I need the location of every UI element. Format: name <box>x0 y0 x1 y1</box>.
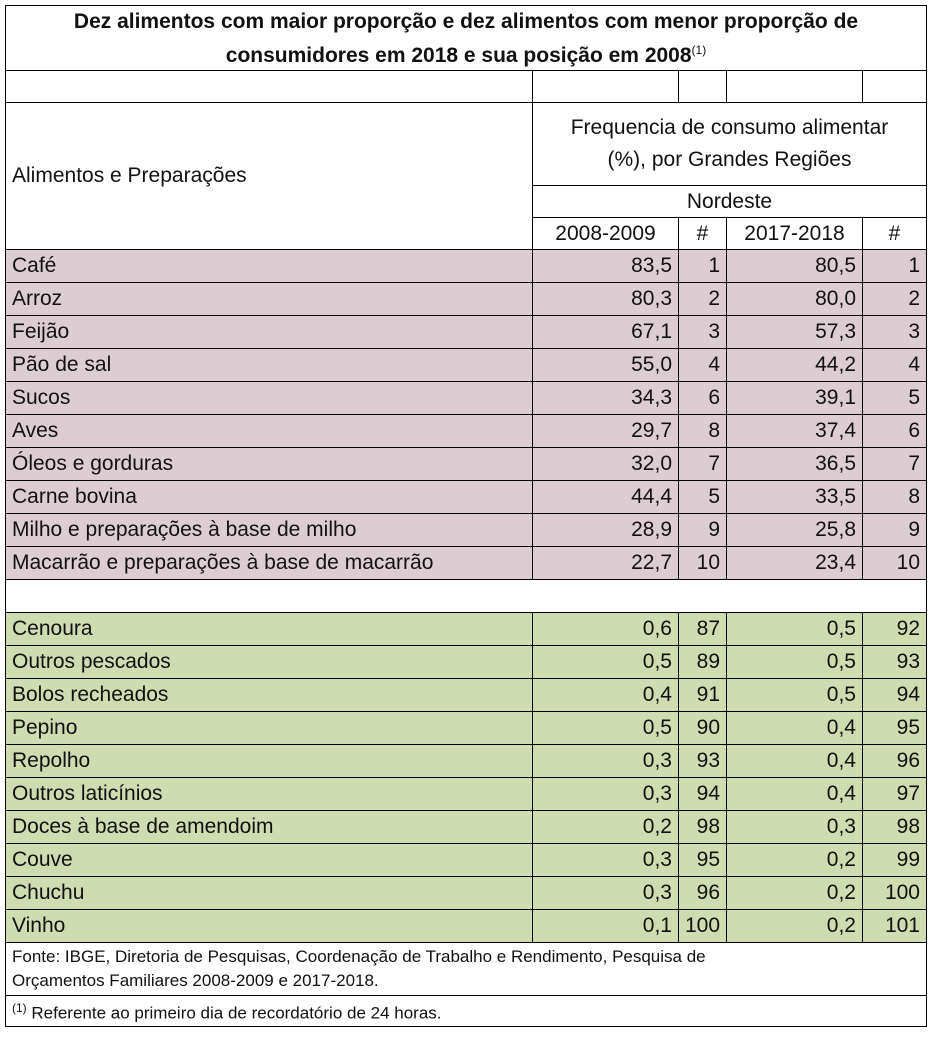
table-row <box>6 481 927 514</box>
food-name-cell: Outros laticínios <box>6 778 533 811</box>
table-row <box>6 745 927 778</box>
source-line2: Orçamentos Familiares 2008-2009 e 2017-2018. <box>12 971 379 990</box>
value-2008-cell: 0,4 <box>533 679 679 712</box>
period-header-2008: 2008-2009 <box>533 218 679 250</box>
rank-2018-cell: 92 <box>863 613 927 646</box>
rank-2008-cell: 7 <box>679 448 727 481</box>
source-line1: Fonte: IBGE, Diretoria de Pesquisas, Coordenação de Trabalho e Rendimento, Pesquisa de <box>12 947 706 966</box>
rank-2008-cell: 89 <box>679 646 727 679</box>
rank-2018-cell: 1 <box>863 250 927 283</box>
food-name-cell: Café <box>6 250 533 283</box>
food-name-cell: Arroz <box>6 283 533 316</box>
table-row <box>6 811 927 844</box>
value-2018-cell: 33,5 <box>727 481 863 514</box>
value-2008-cell: 32,0 <box>533 448 679 481</box>
food-name-cell: Chuchu <box>6 877 533 910</box>
rank-2008-cell: 87 <box>679 613 727 646</box>
food-name-cell: Carne bovina <box>6 481 533 514</box>
value-2018-cell: 0,4 <box>727 712 863 745</box>
footnote-text: Referente ao primeiro dia de recordatório de 24 horas. <box>26 1003 442 1023</box>
empty-cell <box>6 71 533 103</box>
footnote-mark: (1) <box>12 1001 27 1015</box>
table-row <box>6 712 927 745</box>
value-2008-cell: 0,6 <box>533 613 679 646</box>
empty-cell <box>727 71 863 103</box>
rank-2018-cell: 95 <box>863 712 927 745</box>
food-name-cell: Milho e preparações à base de milho <box>6 514 533 547</box>
rank-2018-cell: 93 <box>863 646 927 679</box>
rank-2008-cell: 94 <box>679 778 727 811</box>
table-row <box>6 778 927 811</box>
value-2008-cell: 29,7 <box>533 415 679 448</box>
rank-2018-cell: 96 <box>863 745 927 778</box>
table-row <box>6 250 927 283</box>
table-row <box>6 283 927 316</box>
table-row <box>6 382 927 415</box>
value-2018-cell: 39,1 <box>727 382 863 415</box>
value-2008-cell: 0,3 <box>533 745 679 778</box>
rank-2018-cell: 6 <box>863 415 927 448</box>
value-2018-cell: 44,2 <box>727 349 863 382</box>
rank-2008-cell: 93 <box>679 745 727 778</box>
table-row <box>6 613 927 646</box>
rank-2018-cell: 3 <box>863 316 927 349</box>
value-2018-cell: 37,4 <box>727 415 863 448</box>
table-title <box>6 6 927 71</box>
rank-2018-cell: 101 <box>863 910 927 943</box>
rank-2008-cell: 96 <box>679 877 727 910</box>
rank-2008-cell: 4 <box>679 349 727 382</box>
value-2008-cell: 0,2 <box>533 811 679 844</box>
rank-2008-cell: 8 <box>679 415 727 448</box>
value-2018-cell: 0,2 <box>727 844 863 877</box>
value-2018-cell: 0,4 <box>727 745 863 778</box>
table-row <box>6 415 927 448</box>
value-2008-cell: 0,3 <box>533 877 679 910</box>
rank-2008-cell: 98 <box>679 811 727 844</box>
rank-2018-cell: 99 <box>863 844 927 877</box>
source-note <box>6 943 927 996</box>
value-2018-cell: 0,3 <box>727 811 863 844</box>
value-2008-cell: 44,4 <box>533 481 679 514</box>
table-row <box>6 349 927 382</box>
period-header-2018: 2017-2018 <box>727 218 863 250</box>
separator-cell <box>6 580 927 613</box>
rank-header-2018: # <box>863 218 927 250</box>
value-2018-cell: 57,3 <box>727 316 863 349</box>
rank-2008-cell: 1 <box>679 250 727 283</box>
table-row <box>6 679 927 712</box>
rank-2018-cell: 2 <box>863 283 927 316</box>
value-2018-cell: 0,5 <box>727 679 863 712</box>
food-name-cell: Doces à base de amendoim <box>6 811 533 844</box>
rank-2018-cell: 9 <box>863 514 927 547</box>
value-2008-cell: 67,1 <box>533 316 679 349</box>
value-2008-cell: 28,9 <box>533 514 679 547</box>
region-header: Nordeste <box>533 186 927 218</box>
food-name-cell: Aves <box>6 415 533 448</box>
rank-2008-cell: 2 <box>679 283 727 316</box>
food-name-cell: Macarrão e preparações à base de macarrão <box>6 547 533 580</box>
value-2008-cell: 34,3 <box>533 382 679 415</box>
value-2018-cell: 0,2 <box>727 877 863 910</box>
food-name-cell: Outros pescados <box>6 646 533 679</box>
food-name-cell: Pão de sal <box>6 349 533 382</box>
value-2008-cell: 0,3 <box>533 844 679 877</box>
rank-2008-cell: 9 <box>679 514 727 547</box>
empty-cell <box>533 71 679 103</box>
food-name-cell: Pepino <box>6 712 533 745</box>
food-name-cell: Óleos e gorduras <box>6 448 533 481</box>
rank-2018-cell: 10 <box>863 547 927 580</box>
value-2018-cell: 80,5 <box>727 250 863 283</box>
rank-2008-cell: 95 <box>679 844 727 877</box>
value-2018-cell: 25,8 <box>727 514 863 547</box>
food-name-cell: Couve <box>6 844 533 877</box>
table-row <box>6 547 927 580</box>
value-2008-cell: 22,7 <box>533 547 679 580</box>
rank-2008-cell: 5 <box>679 481 727 514</box>
table-row <box>6 514 927 547</box>
table-row <box>6 877 927 910</box>
food-name-cell: Repolho <box>6 745 533 778</box>
value-2008-cell: 83,5 <box>533 250 679 283</box>
rank-2008-cell: 6 <box>679 382 727 415</box>
value-2008-cell: 80,3 <box>533 283 679 316</box>
table-title-line2: consumidores em 2018 e sua posição em 2008 <box>225 43 692 67</box>
rank-2018-cell: 7 <box>863 448 927 481</box>
row-label-header: Alimentos e Preparações <box>6 103 533 250</box>
rank-header-2008: # <box>679 218 727 250</box>
value-2018-cell: 0,5 <box>727 613 863 646</box>
table-row <box>6 316 927 349</box>
table-row <box>6 844 927 877</box>
rank-2008-cell: 10 <box>679 547 727 580</box>
rank-2018-cell: 97 <box>863 778 927 811</box>
rank-2018-cell: 98 <box>863 811 927 844</box>
value-2018-cell: 0,2 <box>727 910 863 943</box>
value-2008-cell: 0,5 <box>533 646 679 679</box>
empty-cell <box>863 71 927 103</box>
value-2008-cell: 0,1 <box>533 910 679 943</box>
value-2008-cell: 55,0 <box>533 349 679 382</box>
frequency-header <box>533 103 927 186</box>
food-name-cell: Cenoura <box>6 613 533 646</box>
rank-2018-cell: 4 <box>863 349 927 382</box>
rank-2008-cell: 91 <box>679 679 727 712</box>
value-2008-cell: 0,5 <box>533 712 679 745</box>
value-2008-cell: 0,3 <box>533 778 679 811</box>
rank-2008-cell: 3 <box>679 316 727 349</box>
value-2018-cell: 0,4 <box>727 778 863 811</box>
title-footnote-mark: (1) <box>691 42 707 57</box>
footnote <box>6 996 927 1027</box>
empty-cell <box>679 71 727 103</box>
table-row <box>6 646 927 679</box>
food-name-cell: Feijão <box>6 316 533 349</box>
value-2018-cell: 23,4 <box>727 547 863 580</box>
value-2018-cell: 36,5 <box>727 448 863 481</box>
table-title-line1: Dez alimentos com maior proporção e dez alimentos com menor proporção de <box>73 9 859 33</box>
rank-2008-cell: 100 <box>679 910 727 943</box>
rank-2018-cell: 8 <box>863 481 927 514</box>
table-row <box>6 910 927 943</box>
food-name-cell: Bolos recheados <box>6 679 533 712</box>
food-name-cell: Sucos <box>6 382 533 415</box>
frequency-header-line1: Frequencia de consumo alimentar <box>570 116 889 139</box>
rank-2018-cell: 5 <box>863 382 927 415</box>
table-row <box>6 448 927 481</box>
separator-row <box>6 580 927 613</box>
rank-2008-cell: 90 <box>679 712 727 745</box>
frequency-header-line2: (%), por Grandes Regiões <box>607 148 852 171</box>
value-2018-cell: 0,5 <box>727 646 863 679</box>
food-frequency-table <box>5 5 927 1027</box>
rank-2018-cell: 100 <box>863 877 927 910</box>
rank-2018-cell: 94 <box>863 679 927 712</box>
food-name-cell: Vinho <box>6 910 533 943</box>
value-2018-cell: 80,0 <box>727 283 863 316</box>
